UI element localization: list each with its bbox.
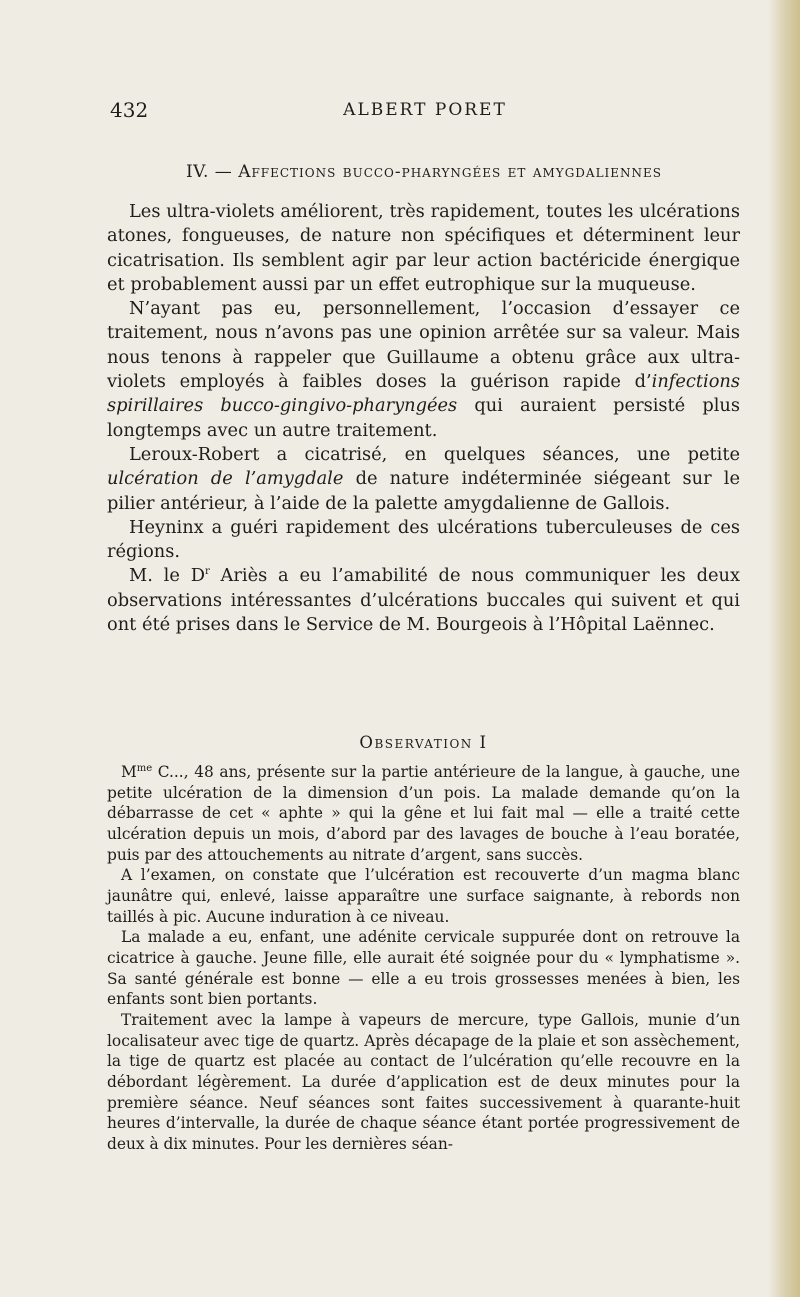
paragraph-text: Leroux-Robert a cicatrisé, en quelques séances, une petite (129, 443, 740, 465)
paragraph (107, 443, 740, 516)
paragraph (107, 516, 740, 565)
paragraph (107, 865, 740, 927)
page-header (110, 98, 740, 128)
superscript: r (204, 566, 210, 578)
paragraph-text: Les ultra-violets améliorent, très rapidement, toutes les ulcérations atones, fongueuses, de nature non spécifiques et déterminent leur cicatrisation. Ils semblent agir par leur action bactéricide énergique et probablement aussi par un effet eutrophique sur la muqueuse. (107, 201, 740, 295)
italic-term: ulcération de l’amygdale (107, 468, 344, 490)
page-number: 432 (110, 98, 149, 122)
paragraph-text: A l’examen, on constate que l’ulcération est recouverte d’un magma blanc jaunâtre qui, enlevé, laisse apparaître une surface saignante, à rebords non taillés à pic. Aucune induration à ce niveau. (107, 866, 740, 926)
running-title: ALBERT PORET (343, 100, 507, 120)
paragraph (107, 297, 740, 443)
paragraph-text: qui auraient persisté plus longtemps avec un autre traitement. (107, 395, 740, 441)
observation-title: Observation I (359, 733, 488, 752)
paragraph (107, 762, 740, 865)
paragraph-text: La malade a eu, enfant, une adénite cervicale suppurée dont on retrouve la cicatrice à gauche. Jeune fille, elle aurait été soignée pour du « lymphatisme ». Sa santé générale est bonne — elle a eu trois grossesses menées à bien, les enfants sont bien portants. (107, 928, 740, 1009)
main-text (107, 200, 740, 637)
page-edge (768, 0, 800, 1297)
superscript: me (136, 762, 153, 774)
paragraph (107, 564, 740, 637)
paragraph-text: N’ayant pas eu, personnellement, l’occasion d’essayer ce traitement, nous n’avons pas une opinion arrêtée sur sa valeur. Mais nous tenons à rappeler que Guillaume a obtenu grâce aux ultra-violets employés à faibles doses la guérison rapide d’ (107, 298, 740, 393)
paragraph-text: Ariès a eu l’amabilité de nous communiquer les deux observations intéressantes d’ulcérations buccales qui suivent et qui ont été prises dans le Service de M. Bourgeois à l’Hôpital Laënnec. (107, 565, 740, 636)
paragraph-text: de nature indéterminée siégeant sur le pilier antérieur, à l’aide de la palette amygdalienne de Gallois. (107, 468, 740, 514)
section-number: IV. — (185, 162, 233, 182)
italic-term: infections spirillaires bucco-gingivo-pharyngées (107, 371, 740, 417)
paragraph-text: M. le D (129, 565, 205, 587)
paragraph-text: C..., 48 ans, présente sur la partie antérieure de la langue, à gauche, une petite ulcération de la dimension d’un pois. La malade demande qu’on la débarrasse de cet « aphte » qui la gêne et lui fait mal — elle a traité cette ulcération depuis un mois, d’abord par des lavages de bouche à l’eau boratée, puis par des attouchements au nitrate d’argent, sans succès. (107, 763, 740, 864)
paragraph (107, 200, 740, 297)
paragraph-text: M (121, 763, 137, 781)
paragraph (107, 1010, 740, 1155)
paragraph-text: Heyninx a guéri rapidement des ulcérations tuberculeuses de ces régions. (107, 516, 740, 563)
observation-text (107, 762, 740, 1154)
paragraph (107, 927, 740, 1010)
section-title (108, 162, 740, 182)
paragraph-text: Traitement avec la lampe à vapeurs de mercure, type Gallois, munie d’un localisateur avec tige de quartz. Après décapage de la plaie et son assèchement, la tige de quartz est placée au contact de l’ulcération qu’elle recouvre en la débordant légèrement. La durée d’application est de deux minutes pour la première séance. Neuf séances sont faites successivement à quarante-huit heures d’intervalle, la durée de chaque séance étant portée progressivement de deux à dix minutes. Pour les dernières séan- (107, 1010, 740, 1153)
section-heading: Affections bucco-pharyngées et amygdaliennes (238, 162, 663, 182)
